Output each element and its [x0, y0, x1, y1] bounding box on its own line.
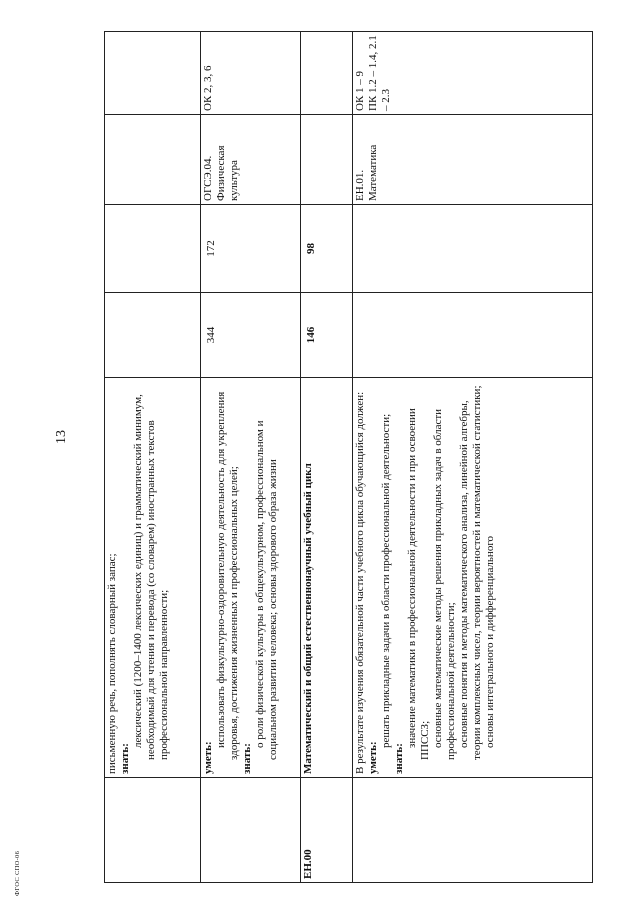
description-line: Математический и общий естественнонаучный учебный цикл	[302, 463, 314, 774]
cell-mandatory-hours: 172	[201, 205, 301, 293]
cell-max-load: 344	[201, 293, 301, 378]
cell-discipline: ЕН.01. Математика	[353, 115, 593, 205]
cell-index	[353, 778, 593, 883]
cell-competencies	[301, 32, 353, 115]
cell-competencies	[105, 32, 201, 115]
description-line: основные математические методы решения прикладных задач в области профессиональной деятельности;	[432, 408, 457, 760]
description-line: уметь:	[202, 741, 214, 774]
table-row	[353, 32, 593, 883]
cell-max-load	[105, 293, 201, 378]
description-line: о роли физической культуры в общекультурном, профессиональном и социальном развитии человека; основы здорового образа жизни	[254, 420, 279, 760]
cell-discipline: ОГСЭ.04. Физическая культура	[201, 115, 301, 205]
description-line: значение математики в профессиональной деятельности и при освоении ППССЗ;	[406, 408, 431, 760]
cell-description	[105, 378, 201, 778]
page-number: 13	[54, 430, 69, 444]
description-line: уметь:	[367, 741, 379, 774]
description-line: решать прикладные задачи в области профессиональной деятельности;	[380, 413, 392, 748]
description-line: основные понятия и методы математического анализа, линейной алгебры, теории комплексных чисел, теории вероятностей и математической статистики;	[458, 385, 483, 760]
cell-mandatory-hours	[105, 205, 201, 293]
cell-mandatory-hours	[353, 205, 593, 293]
cell-index: ЕН.00	[301, 778, 353, 883]
description-line: В результате изучения обязательной части учебного цикла обучающийся должен:	[354, 391, 366, 774]
description-line: основы интегрального и дифференциального	[484, 535, 496, 748]
cell-index	[201, 778, 301, 883]
cell-description	[201, 378, 301, 778]
table-row	[201, 32, 301, 883]
description-line: письменную речь, пополнять словарный запас;	[106, 553, 118, 774]
footer-label: ФГОС СПО-06	[14, 850, 21, 896]
description-line: использовать физкультурно-оздоровительную деятельность для укрепления здоровья, достижения жизненных и профессиональных целей;	[215, 391, 240, 760]
table-row	[105, 32, 201, 883]
cell-description	[301, 378, 353, 778]
cell-index	[105, 778, 201, 883]
curriculum-table	[104, 32, 592, 883]
cell-max-load	[353, 293, 593, 378]
table-row	[301, 32, 353, 883]
cell-max-load: 146	[301, 293, 353, 378]
description-line: знать:	[241, 743, 253, 774]
cell-competencies: ОК 2, 3, 6	[201, 32, 301, 115]
description-line: знать:	[119, 743, 131, 774]
cell-mandatory-hours: 98	[301, 205, 353, 293]
cell-description	[353, 378, 593, 778]
description-line: знать:	[393, 743, 405, 774]
description-line: лексический (1200–1400 лексических единиц) и грамматический минимум, необходимый для чтения и перевода (со словарем) иностранных текстов профессиональной направленности;	[132, 394, 170, 760]
cell-discipline	[105, 115, 201, 205]
cell-discipline	[301, 115, 353, 205]
cell-competencies: ОК 1 – 9 ПК 1.2 – 1.4, 2.1 – 2.3	[353, 32, 593, 115]
